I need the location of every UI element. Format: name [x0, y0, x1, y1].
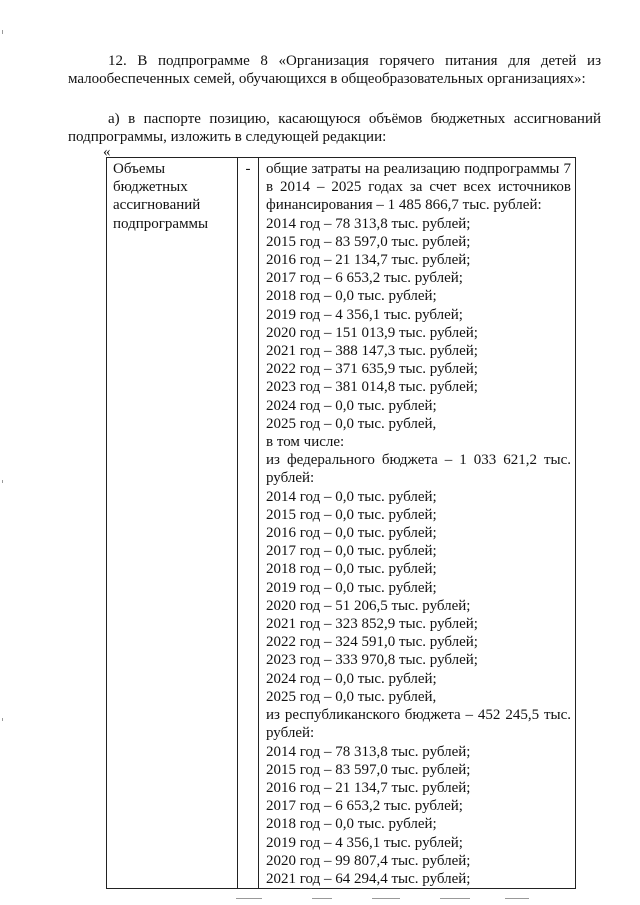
open-quote: « — [103, 144, 111, 160]
federal-year-line: 2025 год – 0,0 тыс. рублей, — [266, 688, 437, 705]
republic-year-line: 2021 год – 64 294,4 тыс. рублей; — [266, 870, 471, 887]
federal-year-line: 2024 год – 0,0 тыс. рублей; — [266, 670, 437, 687]
scan-artifact — [505, 898, 529, 899]
federal-year-line: 2021 год – 323 852,9 тыс. рублей; — [266, 616, 478, 633]
republic-year-line: 2016 год – 21 134,7 тыс. рублей; — [266, 779, 471, 796]
intro-line: общие затраты на реализацию подпрограммы 7 — [266, 161, 571, 177]
intro-line: в 2014 – 2025 годах за счет всех источников — [266, 179, 571, 196]
republic-year-line: 2015 год – 83 597,0 тыс. рублей; — [266, 761, 471, 778]
republic-year-line: 2019 год – 4 356,1 тыс. рублей; — [266, 834, 463, 851]
total-year-line: 2019 год – 4 356,1 тыс. рублей; — [266, 306, 463, 323]
scan-artifact — [372, 898, 400, 899]
federal-year-line: 2019 год – 0,0 тыс. рублей; — [266, 579, 437, 596]
scan-artifact — [2, 480, 3, 483]
federal-year-line: 2015 год – 0,0 тыс. рублей; — [266, 506, 437, 523]
republic-line: из республиканского бюджета – 452 245,5 тыс. — [266, 707, 571, 724]
total-year-line: 2017 год – 6 653,2 тыс. рублей; — [266, 270, 463, 287]
paragraph-12: 12. В подпрограмме 8 «Организация горячего питания для детей из малообеспеченных семей, обучающихся в общеобразовательных организациях»: — [68, 53, 601, 87]
total-year-line: 2018 год – 0,0 тыс. рублей; — [266, 288, 437, 305]
budget-table — [106, 157, 576, 889]
republic-line: рублей: — [266, 725, 315, 742]
total-year-line: 2016 год – 21 134,7 тыс. рублей; — [266, 252, 471, 269]
row-label-line: бюджетных — [113, 179, 188, 196]
row-label-line: Объемы — [113, 161, 166, 177]
scan-artifact — [312, 898, 332, 899]
republic-year-line: 2020 год – 99 807,4 тыс. рублей; — [266, 852, 471, 869]
republic-year-line: 2018 год – 0,0 тыс. рублей; — [266, 816, 437, 833]
row-label-line: ассигнований — [113, 197, 201, 214]
total-year-line: 2024 год – 0,0 тыс. рублей; — [266, 397, 437, 414]
federal-year-line: 2014 год – 0,0 тыс. рублей; — [266, 488, 437, 505]
scan-artifact — [440, 898, 470, 899]
budget-row — [107, 158, 576, 889]
total-year-line: 2020 год – 151 013,9 тыс. рублей; — [266, 324, 478, 341]
federal-year-line: 2020 год – 51 206,5 тыс. рублей; — [266, 597, 471, 614]
row-label-cell — [107, 158, 238, 889]
federal-year-line: 2016 год – 0,0 тыс. рублей; — [266, 525, 437, 542]
scan-artifact — [2, 718, 3, 721]
dash-mark: - — [245, 161, 251, 177]
including-line: в том числе: — [266, 434, 345, 451]
federal-year-line: 2018 год – 0,0 тыс. рублей; — [266, 561, 437, 578]
total-year-line: 2022 год – 371 635,9 тыс. рублей; — [266, 361, 478, 378]
federal-line: рублей: — [266, 470, 315, 487]
republic-year-line: 2014 год – 78 313,8 тыс. рублей; — [266, 743, 471, 760]
total-year-line: 2021 год – 388 147,3 тыс. рублей; — [266, 343, 478, 360]
dash-cell — [238, 158, 259, 889]
content-cell — [259, 158, 576, 889]
total-year-line: 2015 год – 83 597,0 тыс. рублей; — [266, 233, 471, 250]
total-year-line: 2014 год – 78 313,8 тыс. рублей; — [266, 215, 471, 232]
scan-artifact — [236, 898, 262, 899]
row-label-line: подпрограммы — [113, 215, 209, 232]
paragraph-a: а) в паспорте позицию, касающуюся объёмов бюджетных ассигнований подпрограммы, изложить в следующей редакции: — [68, 111, 601, 145]
total-year-line: 2023 год – 381 014,8 тыс. рублей; — [266, 379, 478, 396]
federal-year-line: 2022 год – 324 591,0 тыс. рублей; — [266, 634, 478, 651]
total-year-line: 2025 год – 0,0 тыс. рублей, — [266, 415, 437, 432]
federal-year-line: 2017 год – 0,0 тыс. рублей; — [266, 543, 437, 560]
federal-line: из федерального бюджета – 1 033 621,2 тыс. — [266, 452, 571, 469]
republic-year-line: 2017 год – 6 653,2 тыс. рублей; — [266, 798, 463, 815]
federal-year-line: 2023 год – 333 970,8 тыс. рублей; — [266, 652, 478, 669]
scan-artifact — [2, 30, 3, 34]
intro-line: финансирования – 1 485 866,7 тыс. рублей: — [266, 197, 542, 214]
